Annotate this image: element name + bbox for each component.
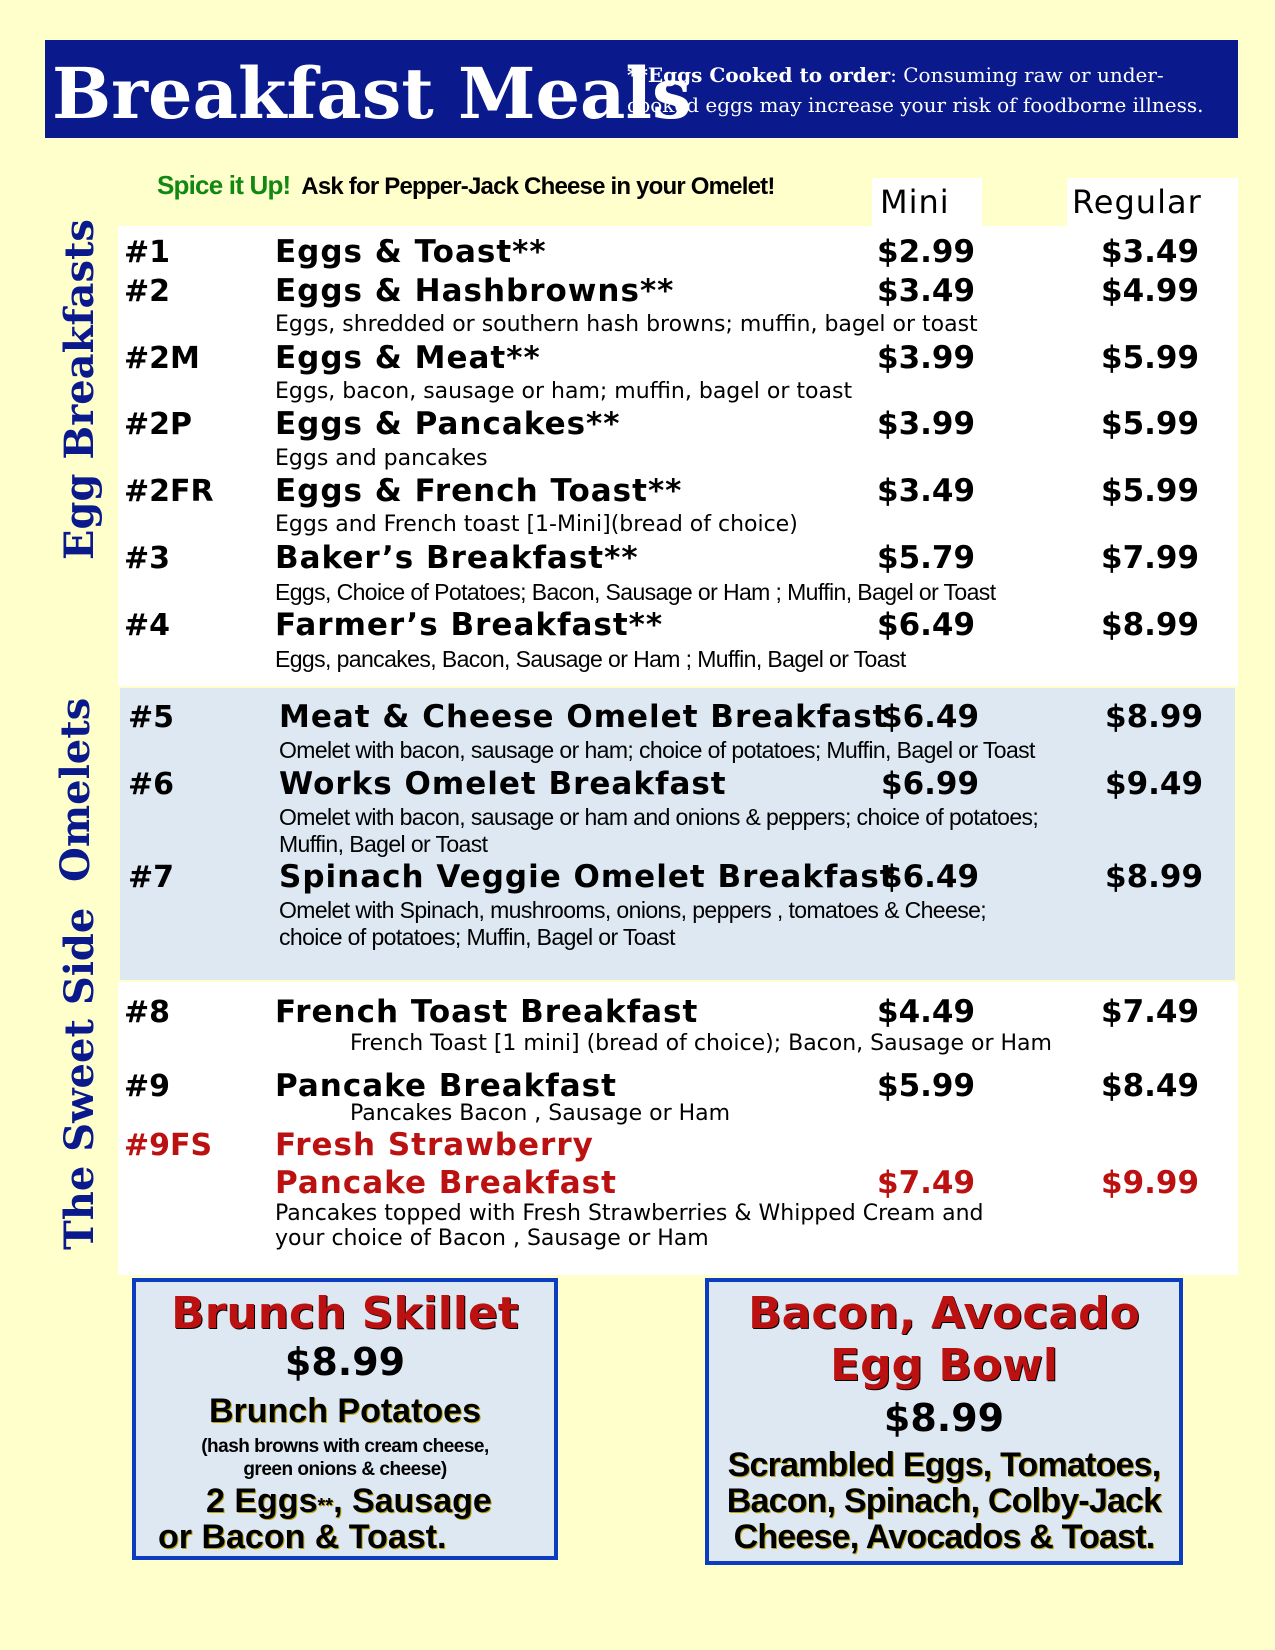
item-price-regular: $5.99: [1101, 340, 1200, 376]
item-price-mini: $5.99: [877, 1068, 976, 1104]
item-description: Eggs and pancakes: [275, 446, 488, 471]
item-name: Meat & Cheese Omelet Breakfast: [279, 699, 889, 735]
special-title: Bacon, Avocado: [748, 1288, 1140, 1339]
page-title: Breakfast Meals: [52, 52, 692, 135]
special-price: $8.99: [284, 1340, 406, 1384]
item-price-mini: $3.99: [877, 340, 976, 376]
item-price-regular: $8.99: [1105, 859, 1204, 895]
special-line1: Scrambled Eggs, Tomatoes,: [727, 1446, 1161, 1484]
item-number: #2P: [124, 407, 192, 442]
item-price-regular: $9.99: [1101, 1165, 1200, 1201]
item-name: Works Omelet Breakfast: [279, 766, 727, 802]
spice-label: Spice it Up!: [157, 170, 291, 200]
item-description: Eggs and French toast [1-Mini](bread of choice): [275, 512, 798, 537]
item-price-mini: $5.79: [877, 540, 976, 576]
item-price-regular: $4.99: [1101, 273, 1200, 309]
item-price-regular: $5.99: [1101, 406, 1200, 442]
item-name: French Toast Breakfast: [275, 994, 699, 1030]
item-description: French Toast [1 mini] (bread of choice); Bacon, Sausage or Ham: [350, 1031, 1052, 1056]
section-omelets: Omelets: [52, 697, 99, 882]
spice-ask: Ask for Pepper-Jack Cheese in your Omelet!: [301, 173, 775, 200]
item-price-regular: $5.99: [1101, 473, 1200, 509]
item-number: #6: [128, 767, 175, 802]
item-price-mini: $6.49: [881, 699, 980, 735]
item-price-regular: $7.49: [1101, 994, 1200, 1030]
mini-column-header: Mini: [880, 183, 950, 221]
item-price-regular: $7.99: [1101, 540, 1200, 576]
section-sweet-side: The Sweet Side: [56, 907, 103, 1250]
item-price-regular: $8.99: [1101, 607, 1200, 643]
item-price-mini: $3.49: [877, 273, 976, 309]
special-note: (hash browns with cream cheese,: [201, 1436, 489, 1457]
item-name: Eggs & French Toast**: [275, 473, 683, 509]
special-subtitle: Brunch Potatoes: [208, 1392, 482, 1430]
item-name: Eggs & Hashbrowns**: [275, 273, 675, 309]
item-description: Pancakes topped with Fresh Strawberries & Whipped Cream and: [275, 1201, 984, 1226]
item-number: #1: [124, 235, 171, 270]
item-description: Eggs, Choice of Potatoes; Bacon, Sausage or Ham ; Muffin, Bagel or Toast: [275, 579, 996, 605]
item-price-mini: $6.49: [881, 859, 980, 895]
special-price: $8.99: [883, 1396, 1005, 1440]
item-name: Pancake Breakfast: [275, 1068, 617, 1104]
special-note-line2: green onions & cheese): [243, 1459, 447, 1480]
warning-line1: : Consuming raw or under-: [890, 63, 1164, 87]
special-line1-rest: , Sausage: [333, 1482, 492, 1520]
item-number: #2: [124, 274, 171, 309]
item-number: #7: [128, 860, 175, 895]
spice-promo: [157, 170, 775, 201]
special-line2: Bacon, Spinach, Colby-Jack: [726, 1482, 1162, 1520]
item-price-mini: $6.99: [881, 766, 980, 802]
item-name: Eggs & Meat**: [275, 340, 541, 376]
item-name: Spinach Veggie Omelet Breakfast: [279, 859, 896, 895]
item-price-mini: $2.99: [877, 234, 976, 270]
item-price-mini: $4.49: [877, 994, 976, 1030]
item-number: #2M: [124, 341, 200, 376]
item-description: Eggs, shredded or southern hash browns; muffin, bagel or toast: [275, 312, 978, 337]
warning-bold: **Eggs Cooked to order: [627, 63, 891, 87]
egg-warning: [627, 60, 1237, 120]
item-name: Eggs & Pancakes**: [275, 406, 621, 442]
item-name: Farmer’s Breakfast**: [275, 607, 664, 643]
special-line3: Cheese, Avocados & Toast.: [733, 1518, 1155, 1556]
item-description: Omelet with Spinach, mushrooms, onions, peppers , tomatoes & Cheese;: [279, 897, 987, 923]
item-price-mini: $7.49: [877, 1165, 976, 1201]
special-line: [206, 1482, 492, 1521]
special-title-line2: Egg Bowl: [830, 1340, 1058, 1391]
item-price-regular: $3.49: [1101, 234, 1200, 270]
item-description: Omelet with bacon, sausage or ham; choice of potatoes; Muffin, Bagel or Toast: [279, 737, 1035, 763]
item-price-regular: $8.99: [1105, 699, 1204, 735]
item-name: Fresh Strawberry: [275, 1127, 594, 1163]
item-number: #2FR: [124, 474, 214, 509]
item-description: Omelet with bacon, sausage or ham and onions & peppers; choice of potatoes;: [279, 804, 1039, 830]
item-price-regular: $9.49: [1105, 766, 1204, 802]
item-number: #3: [124, 541, 171, 576]
item-name: Baker’s Breakfast**: [275, 540, 639, 576]
item-price-mini: $3.99: [877, 406, 976, 442]
item-description: Pancakes Bacon , Sausage or Ham: [350, 1101, 731, 1126]
item-description-line2: your choice of Bacon , Sausage or Ham: [275, 1226, 709, 1251]
item-number: #5: [128, 700, 175, 735]
special-title: Brunch Skillet: [171, 1288, 519, 1339]
section-egg-breakfasts: Egg Breakfasts: [56, 219, 103, 560]
special-line1-mark: **: [317, 1495, 334, 1517]
regular-column-header: Regular: [1072, 183, 1202, 221]
item-name-line2: Pancake Breakfast: [275, 1165, 617, 1201]
special-line2: or Bacon & Toast.: [158, 1518, 447, 1556]
special-line1: 2 Eggs: [206, 1482, 318, 1520]
item-price-mini: $6.49: [877, 607, 976, 643]
item-price-regular: $8.49: [1101, 1068, 1200, 1104]
item-number: #9: [124, 1069, 171, 1104]
item-number: #4: [124, 608, 171, 643]
item-number: #9FS: [124, 1128, 213, 1163]
item-number: #8: [124, 995, 171, 1030]
item-description-line2: Muffin, Bagel or Toast: [279, 831, 488, 857]
warning-line2: cooked eggs may increase your risk of foodborne illness.: [627, 93, 1204, 117]
item-description-line2: choice of potatoes; Muffin, Bagel or Toast: [279, 924, 675, 950]
item-price-mini: $3.49: [877, 473, 976, 509]
item-description: Eggs, pancakes, Bacon, Sausage or Ham ; Muffin, Bagel or Toast: [275, 646, 906, 672]
item-name: Eggs & Toast**: [275, 234, 547, 270]
item-description: Eggs, bacon, sausage or ham; muffin, bagel or toast: [275, 379, 853, 404]
